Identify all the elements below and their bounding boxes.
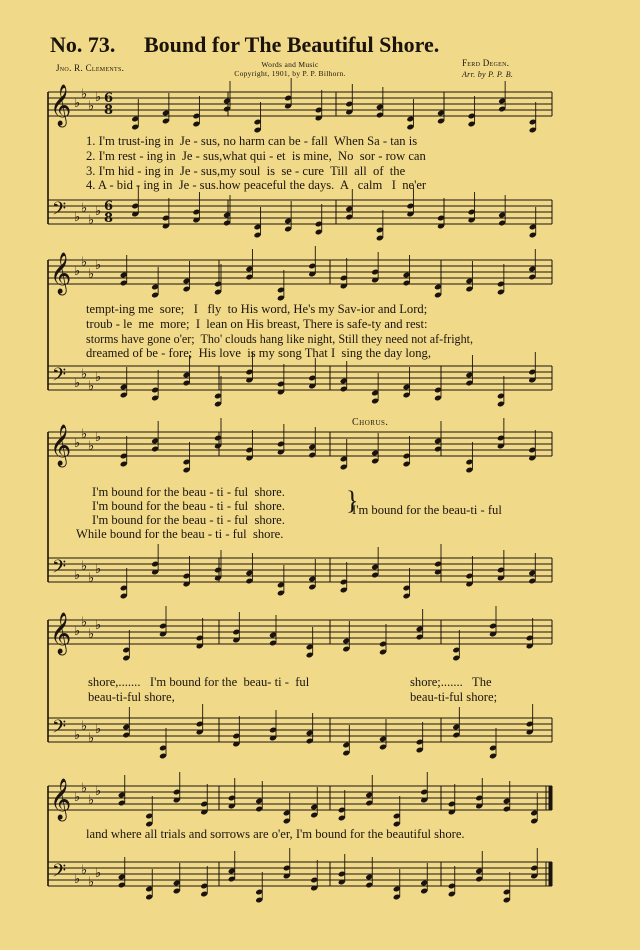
chorus-line-5a: shore,....... I'm bound for the beau- ti - ful bbox=[88, 675, 310, 689]
bass-key-2-flat: ♭ bbox=[81, 559, 88, 574]
treble-key-1-flat: ♭ bbox=[88, 267, 95, 282]
verse-2-line-1: 2. I'm rest - ing in Je - sus,what qui - et is mine, No sor - row can bbox=[86, 149, 426, 163]
bass-clef-0: 𝄢 bbox=[52, 199, 67, 224]
chorus-line-5-lower-a: beau-ti-ful shore, bbox=[88, 690, 175, 704]
verse-2-line-2: troub - le me more; I lean on His breast, There is safe-ty and rest: bbox=[86, 317, 428, 331]
time-signature-0: 6 bbox=[104, 91, 114, 106]
bass-clef-4: 𝄢 bbox=[52, 861, 67, 886]
verse-4-line-1: 4. A - bid - ing in Je - sus.how peaceful the days. A calm I ne'er bbox=[86, 178, 427, 192]
bass-key-0-flat: ♭ bbox=[81, 201, 88, 216]
treble-key-3-flat: ♭ bbox=[74, 624, 81, 639]
bass-key-0-flat: ♭ bbox=[74, 210, 81, 225]
bass-key-4-flat: ♭ bbox=[74, 872, 81, 887]
bass-clef-1: 𝄢 bbox=[52, 365, 67, 390]
treble-key-0-flat: ♭ bbox=[81, 87, 88, 102]
chorus-line-1: I'm bound for the beau - ti - ful shore. bbox=[92, 485, 285, 499]
bass-clef-3: 𝄢 bbox=[52, 717, 67, 742]
time-signature-bass-0: 6 bbox=[104, 199, 114, 214]
chorus-line-4: While bound for the beau - ti - ful shore. bbox=[76, 527, 284, 541]
treble-key-3-flat: ♭ bbox=[95, 618, 102, 633]
bass-clef-2: 𝄢 bbox=[52, 557, 67, 582]
treble-clef-0: 𝄞 bbox=[50, 85, 72, 126]
verse-1-line-1: 1. I'm trust-ing in Je - sus, no harm can be - fall When Sa - tan is bbox=[86, 134, 418, 148]
time-signature-bass-0: 8 bbox=[104, 211, 114, 226]
treble-key-4-flat: ♭ bbox=[74, 790, 81, 805]
bass-key-1-flat: ♭ bbox=[74, 376, 81, 391]
treble-clef-4: 𝄞 bbox=[50, 779, 72, 820]
chorus-line-3: I'm bound for the beau - ti - ful shore. bbox=[92, 513, 285, 527]
bass-key-1-flat: ♭ bbox=[88, 379, 95, 394]
treble-clef-3: 𝄞 bbox=[50, 613, 72, 654]
copyright-line-1: Words and Music bbox=[261, 60, 319, 69]
verse-3-line-1: 3. I'm hid - ing in Je - sus,my soul is se - cure Till all of the bbox=[86, 164, 406, 178]
treble-key-1-flat: ♭ bbox=[95, 258, 102, 273]
treble-key-2-flat: ♭ bbox=[88, 439, 95, 454]
treble-key-0-flat: ♭ bbox=[74, 96, 81, 111]
verse-4-line-2: dreamed of be - fore; His love is my song That I sing the day long, bbox=[86, 346, 431, 360]
treble-key-4-flat: ♭ bbox=[88, 793, 95, 808]
bass-key-2-flat: ♭ bbox=[74, 568, 81, 583]
treble-key-0-flat: ♭ bbox=[95, 90, 102, 105]
bass-key-2-flat: ♭ bbox=[88, 571, 95, 586]
bass-key-4-flat: ♭ bbox=[95, 866, 102, 881]
treble-key-2-flat: ♭ bbox=[95, 430, 102, 445]
treble-key-4-flat: ♭ bbox=[95, 784, 102, 799]
chorus-label: Chorus. bbox=[352, 417, 389, 428]
bass-key-1-flat: ♭ bbox=[81, 367, 88, 382]
bass-key-0-flat: ♭ bbox=[95, 204, 102, 219]
hymn-number: No. 73. bbox=[50, 32, 116, 57]
chorus-line-5b: shore;....... The bbox=[410, 675, 492, 689]
hymn-title: Bound for The Beautiful Shore. bbox=[144, 32, 440, 57]
chorus-brace: } bbox=[346, 486, 359, 515]
treble-key-1-flat: ♭ bbox=[74, 264, 81, 279]
composer-credit: Ferd Degen. bbox=[462, 58, 510, 68]
chorus-response: I'm bound for the beau-ti - ful bbox=[352, 503, 502, 517]
chorus-line-2: I'm bound for the beau - ti - ful shore. bbox=[92, 499, 285, 513]
verse-3-line-2: storms have gone o'er; Tho' clouds hang like night, Still they need not af-fright, bbox=[86, 332, 474, 346]
treble-key-3-flat: ♭ bbox=[88, 627, 95, 642]
bass-key-3-flat: ♭ bbox=[74, 728, 81, 743]
treble-key-4-flat: ♭ bbox=[81, 781, 88, 796]
bass-key-1-flat: ♭ bbox=[95, 370, 102, 385]
treble-key-2-flat: ♭ bbox=[74, 436, 81, 451]
lyricist-credit: Jno. R. Clements. bbox=[56, 63, 125, 73]
bass-key-0-flat: ♭ bbox=[88, 213, 95, 228]
bass-key-3-flat: ♭ bbox=[88, 731, 95, 746]
treble-clef-2: 𝄞 bbox=[50, 425, 72, 466]
treble-key-3-flat: ♭ bbox=[81, 615, 88, 630]
treble-key-0-flat: ♭ bbox=[88, 99, 95, 114]
arranger-credit: Arr. by P. P. B. bbox=[462, 70, 514, 79]
treble-key-1-flat: ♭ bbox=[81, 255, 88, 270]
treble-key-2-flat: ♭ bbox=[81, 427, 88, 442]
bass-key-4-flat: ♭ bbox=[88, 875, 95, 890]
bass-key-2-flat: ♭ bbox=[95, 562, 102, 577]
time-signature-0: 8 bbox=[104, 103, 114, 118]
copyright-line-2: Copyright, 1901, by P. P. Bilhorn. bbox=[234, 69, 346, 78]
bass-key-3-flat: ♭ bbox=[81, 719, 88, 734]
chorus-line-5-lower-b: beau-ti-ful shore; bbox=[410, 690, 498, 704]
bass-key-3-flat: ♭ bbox=[95, 722, 102, 737]
verse-1-line-2: tempt-ing me sore; I fly to His word, He's my Sav-ior and Lord; bbox=[86, 302, 428, 316]
treble-clef-1: 𝄞 bbox=[50, 253, 72, 294]
chorus-final-line: land where all trials and sorrows are o'er, I'm bound for the beautiful shore. bbox=[86, 827, 465, 841]
bass-key-4-flat: ♭ bbox=[81, 863, 88, 878]
